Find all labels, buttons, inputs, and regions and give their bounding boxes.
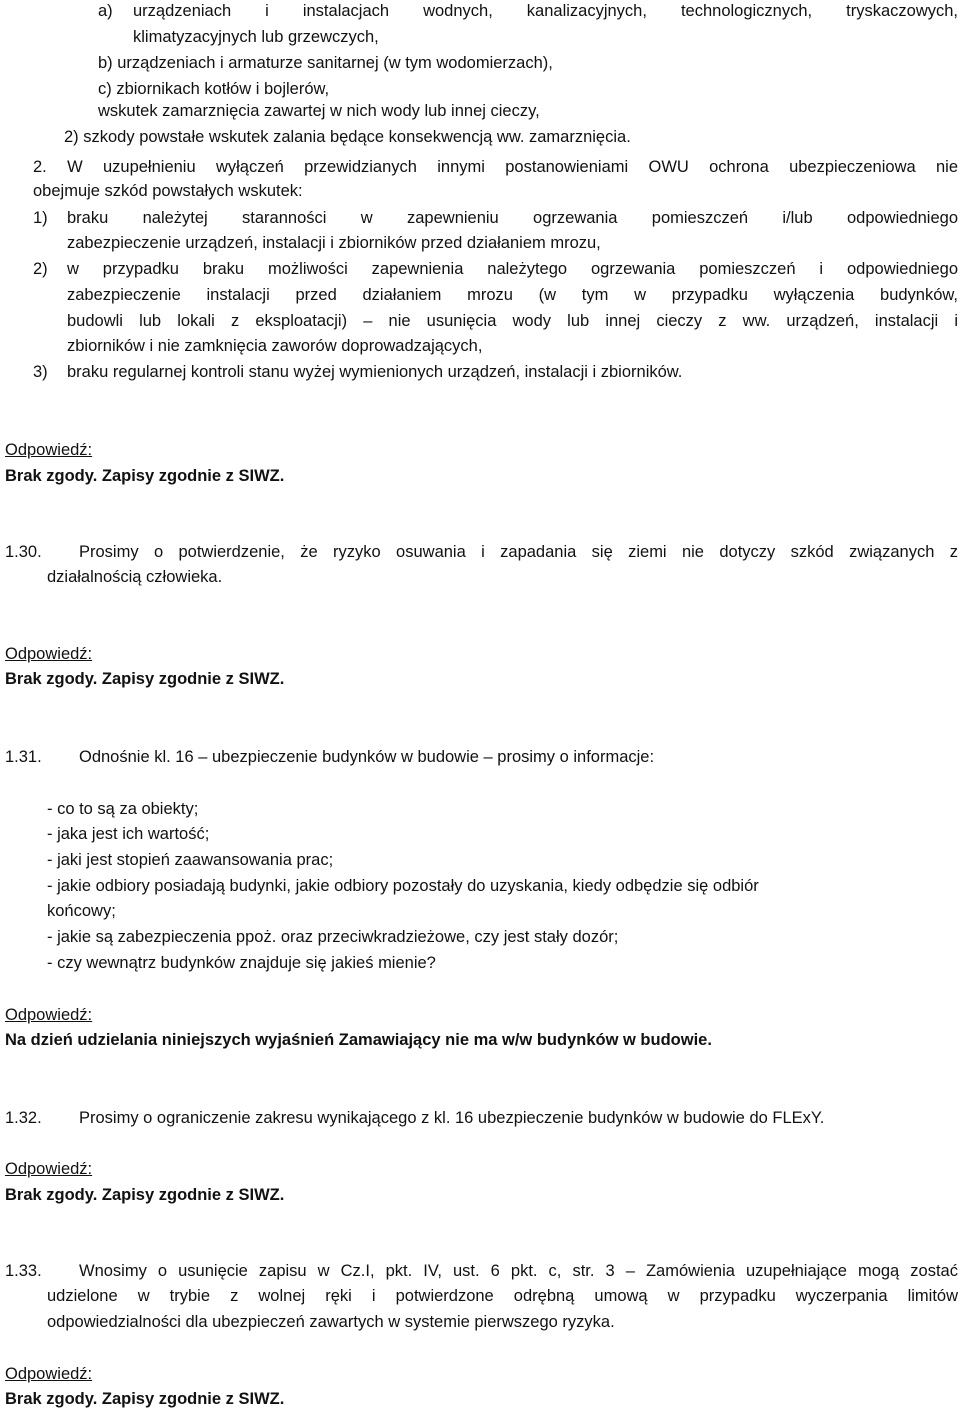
q133-line2: udzielone w trybie z wolnej ręki i potwierdzone odrębną umową w przypadku wyczerpania limitów bbox=[47, 1287, 958, 1305]
q131-item: - jaki jest stopień zaawansowania prac; bbox=[47, 851, 334, 869]
answer-label: Odpowiedź: bbox=[5, 645, 93, 663]
para2-item1-line2: zabezpieczenie urządzeń, instalacji i zbiorników przed działaniem mrozu, bbox=[67, 234, 601, 252]
item-a-marker: a) bbox=[98, 2, 113, 20]
item-a-line2: klimatyzacyjnych lub grzewczych, bbox=[133, 28, 379, 46]
answer-label: Odpowiedź: bbox=[5, 1365, 93, 1383]
q133-number: 1.33. bbox=[5, 1262, 42, 1280]
para2-item2-line3: budowli lub lokali z eksploatacji) – nie usunięcia wody lub innej cieczy z ww. urządzeń, instalacji i bbox=[67, 312, 958, 330]
answer-label: Odpowiedź: bbox=[5, 1160, 93, 1178]
q131-item: - jakie odbiory posiadają budynki, jakie odbiory pozostały do uzyskania, kiedy odbędzie się odbiór bbox=[47, 877, 759, 895]
para2-item1-line1: braku należytej staranności w zapewnieniu ogrzewania pomieszczeń i/lub odpowiedniego bbox=[67, 209, 958, 227]
q131-number: 1.31. bbox=[5, 748, 42, 766]
answer-label: Odpowiedź: bbox=[5, 1006, 93, 1024]
q131-item: końcowy; bbox=[47, 902, 116, 920]
answer-text: Brak zgody. Zapisy zgodnie z SIWZ. bbox=[5, 467, 285, 485]
wskutek-line: wskutek zamarznięcia zawartej w nich wody lub innej cieczy, bbox=[98, 102, 540, 120]
q131-item: - jakie są zabezpieczenia ppoż. oraz przeciwkradzieżowe, czy jest stały dozór; bbox=[47, 928, 619, 946]
q131-item: - czy wewnątrz budynków znajduje się jakieś mienie? bbox=[47, 954, 436, 972]
q132-line1: Prosimy o ograniczenie zakresu wynikającego z kl. 16 ubezpieczenie budynków w budowie do FLExY. bbox=[79, 1109, 825, 1127]
answer-label: Odpowiedź: bbox=[5, 441, 93, 459]
para2-item3-marker: 3) bbox=[33, 363, 48, 381]
q131-item: - co to są za obiekty; bbox=[47, 800, 199, 818]
para2-item2-line2: zabezpieczenie instalacji przed działaniem mrozu (w tym w przypadku wyłączenia budynków, bbox=[67, 286, 958, 304]
item-a-line1: urządzeniach i instalacjach wodnych, kanalizacyjnych, technologicznych, tryskaczowych, bbox=[133, 2, 958, 20]
q131-item: - jaka jest ich wartość; bbox=[47, 825, 210, 843]
para2-line2: obejmuje szkód powstałych wskutek: bbox=[33, 182, 303, 200]
answer-text: Brak zgody. Zapisy zgodnie z SIWZ. bbox=[5, 670, 285, 688]
answer-text: Brak zgody. Zapisy zgodnie z SIWZ. bbox=[5, 1186, 285, 1204]
q132-number: 1.32. bbox=[5, 1109, 42, 1127]
q133-line1: Wnosimy o usunięcie zapisu w Cz.I, pkt. IV, ust. 6 pkt. c, str. 3 – Zamówienia uzupełniające mogą zostać bbox=[79, 1262, 958, 1280]
q130-line1: Prosimy o potwierdzenie, że ryzyko osuwania i zapadania się ziemi nie dotyczy szkód związanych z bbox=[79, 543, 958, 561]
q131-line1: Odnośnie kl. 16 – ubezpieczenie budynków w budowie – prosimy o informacje: bbox=[79, 748, 655, 766]
item-2-szkody: 2) szkody powstałe wskutek zalania będące konsekwencją ww. zamarznięcia. bbox=[64, 128, 631, 146]
q133-line3: odpowiedzialności dla ubezpieczeń zawartych w systemie pierwszego ryzyka. bbox=[47, 1313, 615, 1331]
q130-number: 1.30. bbox=[5, 543, 42, 561]
para2-line1: 2. W uzupełnieniu wyłączeń przewidzianych innymi postanowieniami OWU ochrona ubezpieczeniowa nie bbox=[33, 158, 958, 176]
answer-text: Brak zgody. Zapisy zgodnie z SIWZ. bbox=[5, 1390, 285, 1408]
item-c: c) zbiornikach kotłów i bojlerów, bbox=[98, 80, 330, 98]
para2-item2-line1: w przypadku braku możliwości zapewnienia należytego ogrzewania pomieszczeń i odpowiedniego bbox=[67, 260, 958, 278]
para2-item2-line4: zbiorników i nie zamknięcia zaworów doprowadzających, bbox=[67, 337, 483, 355]
para2-item1-marker: 1) bbox=[33, 209, 48, 227]
q130-line2: działalnością człowieka. bbox=[47, 568, 223, 586]
para2-item3-line1: braku regularnej kontroli stanu wyżej wymienionych urządzeń, instalacji i zbiorników. bbox=[67, 363, 683, 381]
item-b: b) urządzeniach i armaturze sanitarnej (w tym wodomierzach), bbox=[98, 54, 553, 72]
answer-text: Na dzień udzielania niniejszych wyjaśnień Zamawiający nie ma w/w budynków w budowie. bbox=[5, 1031, 712, 1049]
para2-item2-marker: 2) bbox=[33, 260, 48, 278]
